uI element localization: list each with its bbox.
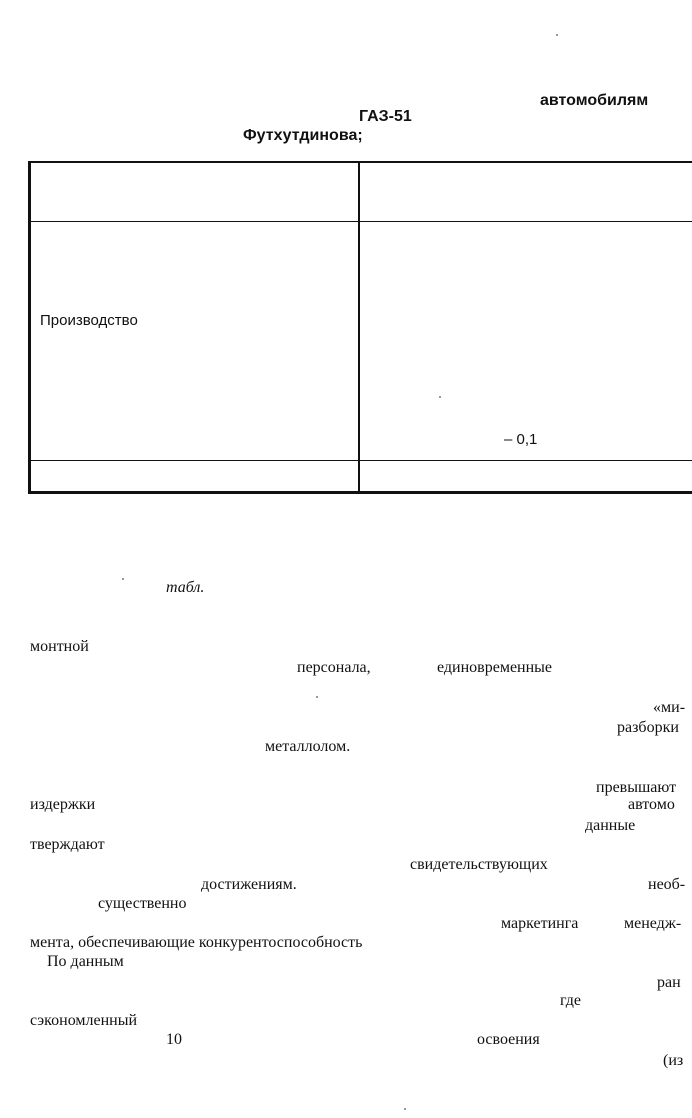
body-text: маркетинга [501, 915, 579, 932]
body-text: данные [585, 817, 636, 834]
scan-speck [316, 696, 318, 698]
body-text: мента, обеспечивающие конкурентоспособность [30, 934, 363, 951]
table-cell-value: – 0,1 [504, 431, 538, 448]
table-row-label: Производство [40, 312, 138, 329]
body-text: свидетельствующих [410, 856, 548, 873]
body-text: табл. [166, 579, 205, 596]
body-text: монтной [30, 638, 89, 655]
body-text: менедж- [624, 915, 682, 932]
body-text: металлолом. [265, 738, 351, 755]
header-author-name: Футхутдинова; [243, 127, 363, 144]
body-text: издержки [30, 796, 96, 813]
body-text: единовременные [437, 659, 553, 676]
scan-speck [122, 578, 124, 580]
header-model-name: ГАЗ-51 [359, 108, 412, 125]
body-text: превышают [596, 779, 677, 796]
body-text: 10 [166, 1031, 182, 1048]
body-text: существенно [98, 895, 187, 912]
table-column-divider [358, 163, 360, 491]
body-text: тверждают [30, 836, 105, 853]
header-title-right: автомобилям [540, 92, 649, 109]
body-text: достижениям. [201, 876, 297, 893]
body-text: необ- [648, 876, 686, 893]
scan-speck [556, 34, 558, 36]
scan-speck [439, 396, 441, 398]
data-table [28, 161, 692, 494]
table-header-row-divider [31, 221, 692, 222]
scan-speck [404, 1108, 406, 1110]
body-text: ран [657, 974, 681, 991]
body-text: сэкономленный [30, 1012, 138, 1029]
body-text: автомо [628, 796, 675, 813]
body-text: персонала, [297, 659, 371, 676]
body-text: освоения [477, 1031, 540, 1048]
body-text: где [560, 992, 582, 1009]
body-text: разборки [617, 719, 679, 736]
body-text: «ми- [653, 699, 686, 716]
body-text: По данным [47, 953, 124, 970]
table-footer-row-divider [31, 460, 692, 461]
body-text: (из [663, 1052, 684, 1069]
